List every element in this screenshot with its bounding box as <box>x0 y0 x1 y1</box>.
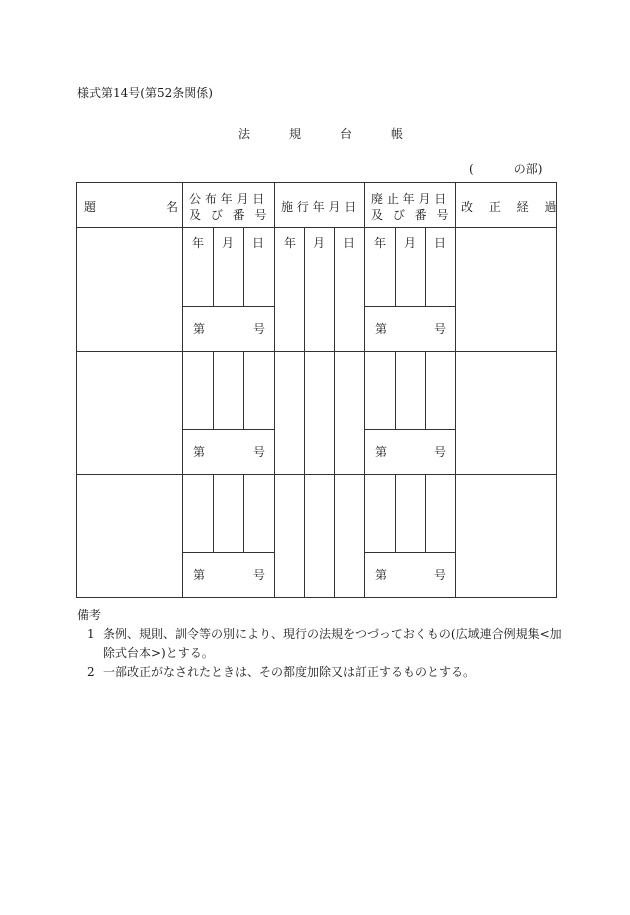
table-rule <box>364 306 456 307</box>
date-day-label: 日 <box>434 236 447 250</box>
section-close: の部) <box>513 162 543 176</box>
table-rule <box>425 227 426 306</box>
table-rule <box>76 182 77 598</box>
number-dai-label: 第 <box>193 322 206 336</box>
title-char: 帳 <box>391 127 404 141</box>
number-dai-label: 第 <box>375 568 388 582</box>
number-go-label: 号 <box>253 445 266 459</box>
header-title-left: 題 <box>84 200 97 214</box>
note-number: 2 <box>87 665 95 679</box>
header-promulgation-line2: 及 び 番 号 <box>189 208 270 222</box>
table-rule <box>182 306 275 307</box>
table-rule <box>182 429 275 430</box>
number-dai-label: 第 <box>375 322 388 336</box>
date-day-label: 日 <box>343 236 356 250</box>
table-rule <box>364 552 456 553</box>
table-rule <box>395 351 396 429</box>
date-month-label: 月 <box>222 236 235 250</box>
notes-section <box>77 606 567 682</box>
note-text: 一部改正がなされたときは、その都度加除又は訂正するものとする。 <box>103 665 476 679</box>
table-rule <box>243 474 244 552</box>
number-dai-label: 第 <box>193 445 206 459</box>
table-rule <box>76 474 557 475</box>
table-rule <box>274 182 275 598</box>
number-dai-label: 第 <box>193 568 206 582</box>
table-rule <box>304 227 305 597</box>
section-label <box>469 160 542 177</box>
date-day-label: 日 <box>252 236 265 250</box>
table-rule <box>76 351 557 352</box>
table-rule <box>243 351 244 429</box>
date-year-label: 年 <box>374 236 387 250</box>
date-month-label: 月 <box>404 236 417 250</box>
header-promulgation-line1: 公 布 年 月 日 <box>189 192 265 206</box>
note-number: 1 <box>87 627 95 641</box>
notes-heading: 備考 <box>77 608 102 622</box>
table-rule <box>556 182 557 598</box>
table-rule <box>425 351 426 429</box>
number-go-label: 号 <box>253 568 266 582</box>
page-title <box>238 125 403 142</box>
table-rule <box>364 182 365 598</box>
table-rule <box>76 182 557 183</box>
note-text: 条例、規則、訓令等の別により、現行の法規をつづっておくもの(広域連合例規集<加除式台本>)とする。 <box>103 627 562 660</box>
title-char: 規 <box>289 127 302 141</box>
table-rule <box>243 227 244 306</box>
date-month-label: 月 <box>313 236 326 250</box>
table-rule <box>213 351 214 429</box>
table-rule <box>182 182 183 598</box>
table-rule <box>455 182 456 598</box>
number-dai-label: 第 <box>375 445 388 459</box>
table-rule <box>334 227 335 597</box>
title-char: 法 <box>238 127 251 141</box>
table-rule <box>76 597 557 598</box>
header-abolition-line2: 及 び 番 号 <box>371 208 452 222</box>
number-go-label: 号 <box>434 322 447 336</box>
number-go-label: 号 <box>434 445 447 459</box>
note-item <box>77 625 567 663</box>
header-title-right: 名 <box>166 200 179 214</box>
header-revision: 改 正 経 過 <box>461 200 563 214</box>
table-rule <box>364 429 456 430</box>
date-year-label: 年 <box>284 236 297 250</box>
note-item <box>77 663 567 682</box>
number-go-label: 号 <box>253 322 266 336</box>
number-go-label: 号 <box>434 568 447 582</box>
section-open: ( <box>469 162 474 176</box>
date-year-label: 年 <box>192 236 205 250</box>
form-number: 様式第14号(第52条関係) <box>77 86 213 100</box>
table-rule <box>395 474 396 552</box>
header-abolition-line1: 廃 止 年 月 日 <box>371 192 447 206</box>
table-rule <box>213 227 214 306</box>
table-rule <box>76 227 557 228</box>
table-rule <box>425 474 426 552</box>
table-rule <box>213 474 214 552</box>
table-rule <box>182 552 275 553</box>
header-enforcement: 施 行 年 月 日 <box>281 200 357 214</box>
table-rule <box>395 227 396 306</box>
title-char: 台 <box>340 127 353 141</box>
